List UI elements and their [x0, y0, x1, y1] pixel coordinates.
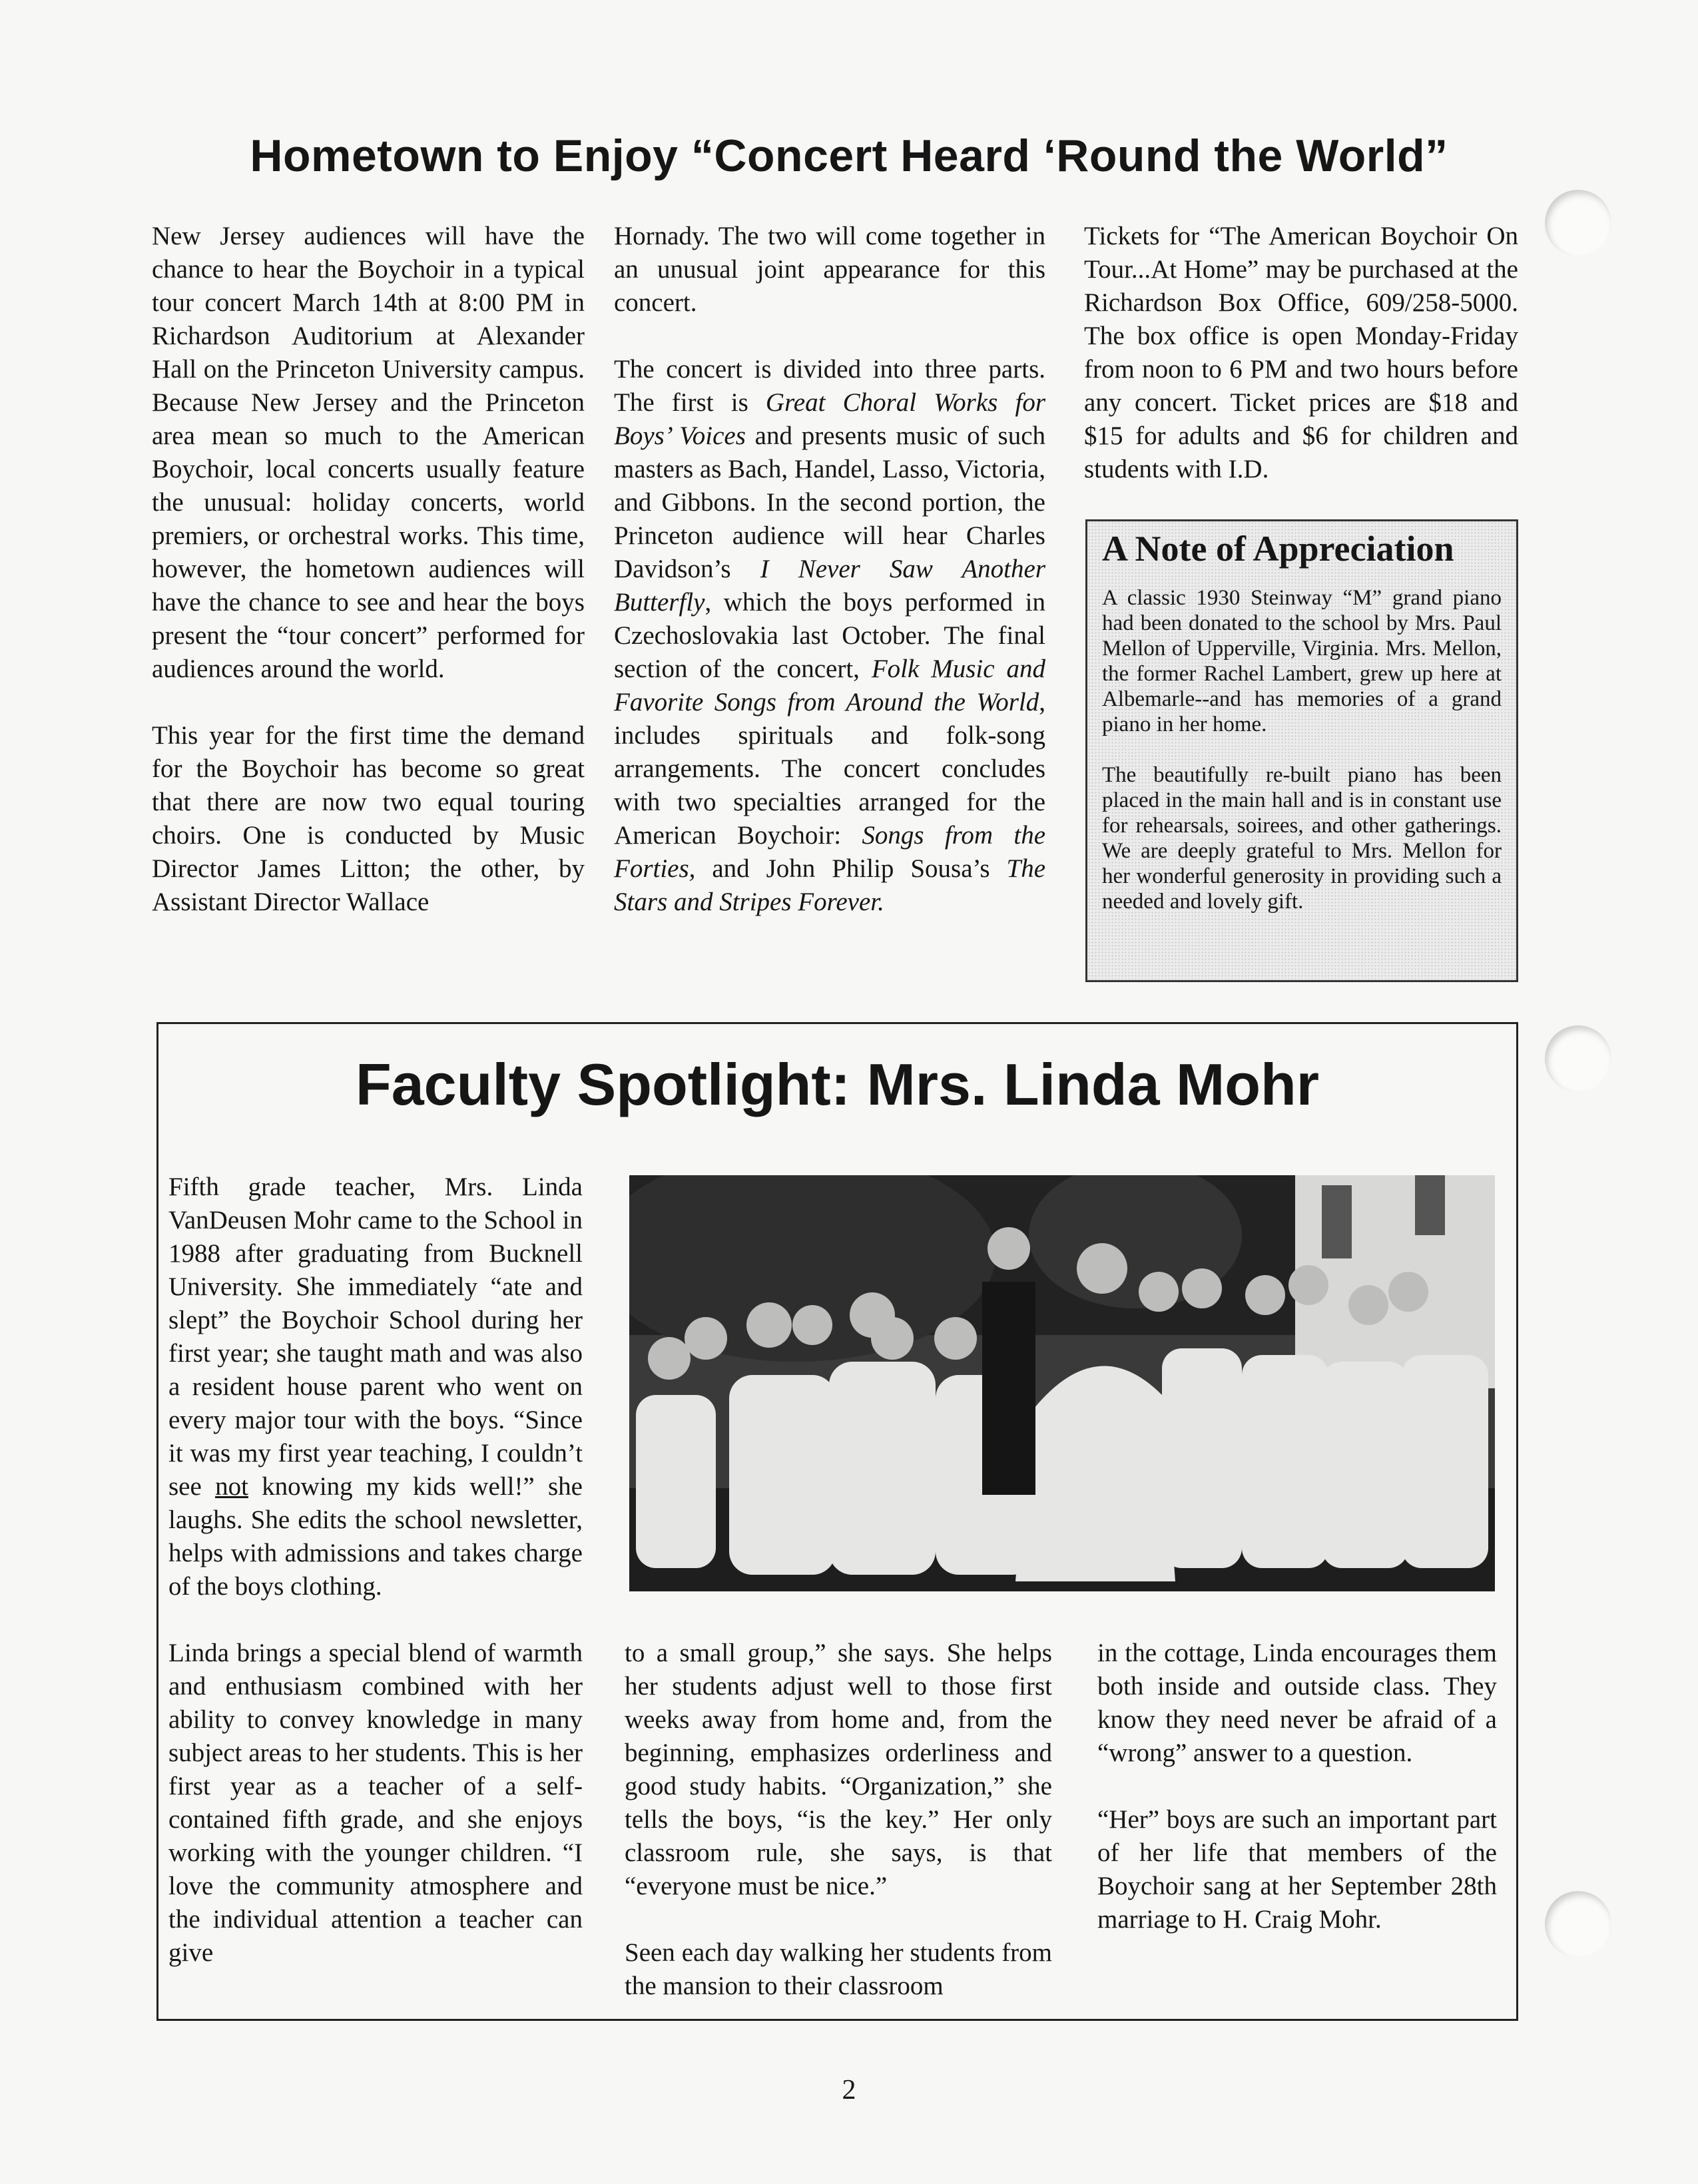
- spotlight-paragraph: Linda brings a special blend of warmth and enthusiasm combined with her ability to convey knowledge in many subject areas to her students. This is her first year as a teacher of a self-contained fifth grade, and she enjoys working with the younger children. “I love the community atmosphere and the individual attention a teacher can give: [168, 1639, 583, 1967]
- page-number: 2: [842, 2075, 856, 2105]
- article-paragraph: The concert is divided into three parts. The first is Great Choral Works for Boys’ Voices and presents music of such masters as Bach, Handel, Lasso, Victoria, and Gibbons. In the second portion, the Princeton audience will hear Charles Davidson’s I Never Saw Another Butterfly, which the boys performed in Czechoslovakia last October. The final section of the concert, Folk Music and Favorite Songs from Around the World, includes spirituals and folk-song arrangements. The concert concludes with two specialties arranged for the American Boychoir: Songs from the Forties, and John Philip Sousa’s The Stars and Stripes Forever.: [614, 355, 1045, 916]
- note-paragraph: A classic 1930 Steinway “M” grand piano had been donated to the school by Mrs. Paul Mellon of Upperville, Virginia. Mrs. Mellon, the former Rachel Lambert, grew up here at Albemarle--and has memories of a grand piano in her home.: [1102, 586, 1502, 736]
- spotlight-column-right: [1097, 1637, 1497, 1936]
- spotlight-paragraph: Seen each day walking her students from the mansion to their classroom: [625, 1938, 1052, 2000]
- spotlight-column-middle: [625, 1637, 1052, 2003]
- note-title: A Note of Appreciation: [1102, 529, 1454, 569]
- spotlight-paragraph: in the cottage, Linda encourages them both inside and outside class. They know they need never be afraid of a “wrong” answer to a question.: [1097, 1639, 1497, 1767]
- hole-punch-bottom: [1545, 1891, 1611, 1958]
- spotlight-paragraph: Fifth grade teacher, Mrs. Linda VanDeusen Mohr came to the School in 1988 after graduating from Bucknell University. She immediately “ate and slept” the Boychoir School during her first year; she taught math and was also a resident house parent who went on every major tour with the boys. “Since it was my first year teaching, I couldn’t see not knowing my kids well!” she laughs. She edits the school newsletter, helps with admissions and takes charge of the boys clothing.: [168, 1173, 583, 1601]
- spotlight-column-left: [168, 1171, 583, 1970]
- spotlight-title: Faculty Spotlight: Mrs. Linda Mohr: [355, 1051, 1320, 1117]
- article-paragraph: New Jersey audiences will have the chance to hear the Boychoir in a typical tour concert March 14th at 8:00 PM in Richardson Auditorium at Alexander Hall on the Princeton University campus. Because New Jersey and the Princeton area mean so much to the American Boychoir, local concerts usually feature the unusual: holiday concerts, world premiers, or orchestral works. This time, however, the hometown audiences will have the chance to see and hear the boys present the “tour concert” performed for audiences around the world.: [152, 222, 585, 683]
- spotlight-paragraph: “Her” boys are such an important part of her life that members of the Boychoir sang at her September 28th marriage to H. Craig Mohr.: [1097, 1805, 1497, 1934]
- wedding-group-photo: [629, 1175, 1495, 1591]
- ticket-info-paragraph: Tickets for “The American Boychoir On Tour...At Home” may be purchased at the Richardson Box Office, 609/258-5000. The box office is open Monday-Friday from noon to 6 PM and two hours before any concert. Ticket prices are $18 and $15 for adults and $6 for children and students with I.D.: [1084, 222, 1518, 483]
- note-paragraph: The beautifully re-built piano has been placed in the main hall and is in constant use for rehearsals, soirees, and other gatherings. We are deeply grateful to Mrs. Mellon for her wonderful generosity in providing such a needed and lovely gift.: [1102, 763, 1502, 914]
- article-paragraph: Hornady. The two will come together in an unusual joint appearance for this concert.: [614, 222, 1045, 317]
- article-headline: Hometown to Enjoy “Concert Heard ‘Round the World”: [250, 131, 1448, 181]
- article-column-2: [614, 220, 1045, 919]
- hole-punch-middle: [1545, 1025, 1611, 1092]
- article-column-1: [152, 220, 585, 919]
- note-of-appreciation-box: [1085, 519, 1518, 982]
- hole-punch-top: [1545, 190, 1611, 256]
- article-column-3: [1084, 220, 1518, 486]
- spotlight-paragraph: to a small group,” she says. She helps her students adjust well to those first weeks away from home and, from the beginning, emphasizes orderliness and good study habits. “Organization,” she tells the boys, “is the key.” Her only classroom rule, she says, is that “everyone must be nice.”: [625, 1639, 1052, 1900]
- article-paragraph: This year for the first time the demand for the Boychoir has become so great that there are now two equal touring choirs. One is conducted by Music Director James Litton; the other, by Assistant Director Wallace: [152, 721, 585, 916]
- photo-illustration: [629, 1175, 1495, 1591]
